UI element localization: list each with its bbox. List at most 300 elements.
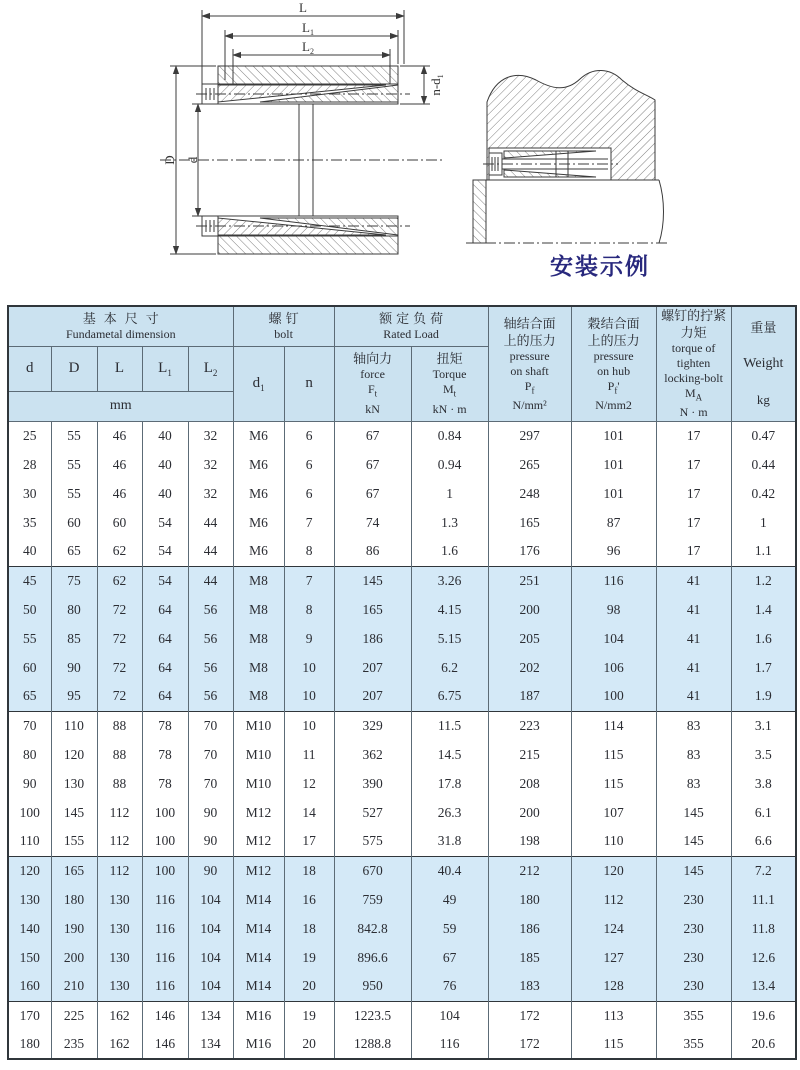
table-cell: 17 [284, 827, 334, 856]
table-cell: 251 [488, 566, 571, 595]
dim-label-L2: $L_2$ [302, 39, 314, 56]
table-cell: 101 [571, 421, 656, 450]
table-cell: 120 [571, 856, 656, 885]
table-cell: 100 [8, 798, 51, 827]
table-cell: 3.26 [411, 566, 488, 595]
table-cell: 74 [334, 508, 411, 537]
table-cell: 0.94 [411, 450, 488, 479]
table-cell: 17.8 [411, 769, 488, 798]
table-cell: 12 [284, 769, 334, 798]
table-cell: 235 [51, 1030, 97, 1059]
table-cell: 88 [97, 769, 142, 798]
table-cell: 10 [284, 653, 334, 682]
table-cell: 20 [284, 972, 334, 1001]
table-cell: 104 [188, 885, 233, 914]
table-cell: 46 [97, 421, 142, 450]
table-cell: 0.84 [411, 421, 488, 450]
table-cell: 140 [8, 914, 51, 943]
table-cell: 198 [488, 827, 571, 856]
table-cell: 215 [488, 740, 571, 769]
table-cell: 145 [334, 566, 411, 595]
table-cell: 64 [142, 653, 188, 682]
table-row [8, 624, 796, 653]
table-cell: 44 [188, 566, 233, 595]
table-cell: 18 [284, 914, 334, 943]
table-cell: 56 [188, 653, 233, 682]
table-row [8, 508, 796, 537]
table-cell: 114 [571, 711, 656, 740]
table-cell: 41 [656, 653, 731, 682]
table-cell: 1288.8 [334, 1030, 411, 1059]
table-cell: 186 [334, 624, 411, 653]
table-cell: 896.6 [334, 943, 411, 972]
table-row [8, 711, 796, 740]
table-cell: 40 [142, 479, 188, 508]
table-body [8, 421, 796, 1059]
table-row [8, 914, 796, 943]
table-cell: 32 [188, 421, 233, 450]
table-cell: 190 [51, 914, 97, 943]
table-cell: 95 [51, 682, 97, 711]
table-cell: 200 [51, 943, 97, 972]
table-cell: 76 [411, 972, 488, 1001]
table-cell: M8 [233, 682, 284, 711]
table-cell: 185 [488, 943, 571, 972]
table-cell: 40.4 [411, 856, 488, 885]
table-cell: M12 [233, 856, 284, 885]
table-cell: 62 [97, 537, 142, 566]
header-pressure-on-hub: 穀结合面 上的压力 pressure on hub $P_f'$ N/mm2 [571, 306, 656, 421]
drawing-area [0, 0, 800, 302]
table-cell: 124 [571, 914, 656, 943]
table-cell: 54 [142, 508, 188, 537]
table-row [8, 682, 796, 711]
table-cell: M12 [233, 827, 284, 856]
table-cell: 130 [8, 885, 51, 914]
table-cell: 3.5 [731, 740, 796, 769]
table-cell: 115 [571, 1030, 656, 1059]
table-cell: 6 [284, 450, 334, 479]
table-cell: 110 [571, 827, 656, 856]
table-row [8, 566, 796, 595]
table-cell: 202 [488, 653, 571, 682]
table-cell: 59 [411, 914, 488, 943]
table-cell: 230 [656, 943, 731, 972]
table-cell: 88 [97, 740, 142, 769]
table-cell: M16 [233, 1001, 284, 1030]
table-cell: 183 [488, 972, 571, 1001]
header-tighten-torque: 螺钉的拧紧 力矩 torque of tighten locking-bolt $M_A$ N · m [656, 306, 731, 421]
table-cell: 1.1 [731, 537, 796, 566]
table-cell: 120 [51, 740, 97, 769]
table-cell: 44 [188, 508, 233, 537]
col-header-D: D [51, 346, 97, 391]
installation-caption: 安装示例 [550, 254, 650, 279]
table-cell: 3.8 [731, 769, 796, 798]
table-cell: 46 [97, 450, 142, 479]
table-cell: 180 [8, 1030, 51, 1059]
table-row [8, 479, 796, 508]
table-cell: 101 [571, 479, 656, 508]
table-row [8, 827, 796, 856]
table-cell: 60 [51, 508, 97, 537]
table-cell: 1.3 [411, 508, 488, 537]
table-cell: 9 [284, 624, 334, 653]
table-cell: 10 [284, 711, 334, 740]
table-cell: 200 [488, 798, 571, 827]
table-cell: 670 [334, 856, 411, 885]
table-cell: 1.2 [731, 566, 796, 595]
table-cell: 116 [142, 943, 188, 972]
table-row [8, 856, 796, 885]
table-cell: 113 [571, 1001, 656, 1030]
table-cell: 64 [142, 682, 188, 711]
table-cell: 54 [142, 537, 188, 566]
table-cell: 1.7 [731, 653, 796, 682]
table-cell: 130 [51, 769, 97, 798]
table-cell: 212 [488, 856, 571, 885]
table-cell: 10 [284, 682, 334, 711]
table-cell: 70 [188, 711, 233, 740]
table-cell: 207 [334, 653, 411, 682]
table-cell: 842.8 [334, 914, 411, 943]
table-cell: 16 [284, 885, 334, 914]
table-cell: 165 [334, 595, 411, 624]
table-cell: 116 [142, 914, 188, 943]
dim-label-d: d [185, 156, 200, 164]
table-row [8, 537, 796, 566]
table-row [8, 653, 796, 682]
table-cell: 180 [488, 885, 571, 914]
table-cell: 1 [411, 479, 488, 508]
table-cell: 83 [656, 769, 731, 798]
table-cell: 67 [334, 421, 411, 450]
table-cell: 225 [51, 1001, 97, 1030]
table-cell: 85 [51, 624, 97, 653]
col-header-L2: $L_2$ [188, 346, 233, 391]
table-cell: M14 [233, 885, 284, 914]
table-cell: 6.1 [731, 798, 796, 827]
table-cell: 55 [51, 479, 97, 508]
table-cell: 3.1 [731, 711, 796, 740]
table-cell: 265 [488, 450, 571, 479]
table-cell: 145 [656, 856, 731, 885]
table-cell: 20.6 [731, 1030, 796, 1059]
table-cell: 362 [334, 740, 411, 769]
table-cell: M14 [233, 943, 284, 972]
table-cell: 17 [656, 450, 731, 479]
table-row [8, 595, 796, 624]
table-row [8, 421, 796, 450]
table-cell: 104 [411, 1001, 488, 1030]
table-cell: 78 [142, 740, 188, 769]
table-cell: 4.15 [411, 595, 488, 624]
table-cell: 7.2 [731, 856, 796, 885]
col-header-L: L [97, 346, 142, 391]
table-cell: M8 [233, 566, 284, 595]
table-row [8, 972, 796, 1001]
table-cell: M8 [233, 624, 284, 653]
table-cell: 162 [97, 1001, 142, 1030]
table-cell: 62 [97, 566, 142, 595]
table-cell: 116 [571, 566, 656, 595]
table-cell: 14.5 [411, 740, 488, 769]
table-cell: 90 [188, 856, 233, 885]
table-cell: 83 [656, 711, 731, 740]
table-cell: 30 [8, 479, 51, 508]
table-cell: 145 [51, 798, 97, 827]
table-cell: 80 [51, 595, 97, 624]
table-cell: M6 [233, 450, 284, 479]
table-cell: 355 [656, 1001, 731, 1030]
table-cell: M6 [233, 421, 284, 450]
table-cell: 297 [488, 421, 571, 450]
table-cell: 26.3 [411, 798, 488, 827]
table-cell: 11.5 [411, 711, 488, 740]
table-cell: 64 [142, 595, 188, 624]
table-cell: 134 [188, 1030, 233, 1059]
table-cell: 355 [656, 1030, 731, 1059]
table-cell: M6 [233, 508, 284, 537]
table-cell: 150 [8, 943, 51, 972]
table-cell: 1.6 [411, 537, 488, 566]
table-cell: 112 [97, 827, 142, 856]
table-cell: M14 [233, 972, 284, 1001]
table-cell: 128 [571, 972, 656, 1001]
table-cell: 41 [656, 566, 731, 595]
table-row [8, 798, 796, 827]
table-cell: 0.47 [731, 421, 796, 450]
table-cell: 6 [284, 421, 334, 450]
table-cell: 8 [284, 595, 334, 624]
table-cell: 160 [8, 972, 51, 1001]
dim-label-L: L [299, 0, 307, 15]
table-cell: 83 [656, 740, 731, 769]
table-cell: 80 [8, 740, 51, 769]
table-cell: 11.8 [731, 914, 796, 943]
table-cell: 17 [656, 508, 731, 537]
table-cell: 5.15 [411, 624, 488, 653]
table-cell: 0.42 [731, 479, 796, 508]
table-cell: 46 [97, 479, 142, 508]
table-cell: 107 [571, 798, 656, 827]
table-cell: 162 [97, 1030, 142, 1059]
table-cell: 32 [188, 479, 233, 508]
table-cell: 6.6 [731, 827, 796, 856]
table-cell: 6 [284, 479, 334, 508]
table-cell: M10 [233, 769, 284, 798]
table-cell: 230 [656, 972, 731, 1001]
table-cell: 104 [571, 624, 656, 653]
table-cell: 112 [571, 885, 656, 914]
table-cell: 55 [8, 624, 51, 653]
header-row-groups [8, 306, 796, 346]
installation-drawing [466, 70, 668, 243]
table-row [8, 943, 796, 972]
table-row [8, 885, 796, 914]
table-cell: 60 [8, 653, 51, 682]
table-row [8, 740, 796, 769]
table-cell: 116 [142, 885, 188, 914]
col-header-axial-force: 轴向力 force $F_t$ kN [334, 346, 411, 421]
table-cell: 1 [731, 508, 796, 537]
table-cell: 17 [656, 537, 731, 566]
table-cell: 87 [571, 508, 656, 537]
table-cell: 90 [188, 798, 233, 827]
table-cell: 116 [411, 1030, 488, 1059]
table-cell: 127 [571, 943, 656, 972]
table-cell: 19 [284, 943, 334, 972]
table-cell: 130 [97, 943, 142, 972]
table-cell: 20 [284, 1030, 334, 1059]
table-cell: 31.8 [411, 827, 488, 856]
table-cell: 70 [8, 711, 51, 740]
table-cell: 207 [334, 682, 411, 711]
unit-mm: mm [8, 391, 233, 421]
table-cell: 146 [142, 1030, 188, 1059]
table-cell: 72 [97, 624, 142, 653]
table-cell: 56 [188, 595, 233, 624]
table-cell: 146 [142, 1001, 188, 1030]
table-cell: 172 [488, 1030, 571, 1059]
table-cell: M8 [233, 595, 284, 624]
table-cell: 72 [97, 595, 142, 624]
table-cell: 44 [188, 537, 233, 566]
table-cell: 112 [97, 856, 142, 885]
table-cell: 12.6 [731, 943, 796, 972]
table-cell: 28 [8, 450, 51, 479]
table-cell: M8 [233, 653, 284, 682]
header-weight: 重量 Weight kg [731, 306, 796, 421]
table-cell: 50 [8, 595, 51, 624]
table-cell: 49 [411, 885, 488, 914]
table-cell: 527 [334, 798, 411, 827]
table-cell: 223 [488, 711, 571, 740]
table-cell: M10 [233, 711, 284, 740]
table-cell: 41 [656, 624, 731, 653]
table-cell: 60 [97, 508, 142, 537]
table-cell: 145 [656, 827, 731, 856]
table-cell: 78 [142, 711, 188, 740]
table-cell: 56 [188, 682, 233, 711]
shaft-end [659, 180, 664, 243]
table-cell: 70 [188, 769, 233, 798]
header-rated-load: 额定负荷 Rated Load [334, 306, 488, 346]
table-cell: 329 [334, 711, 411, 740]
table-cell: 165 [488, 508, 571, 537]
table-cell: 32 [188, 450, 233, 479]
table-cell: 55 [51, 450, 97, 479]
table-cell: 210 [51, 972, 97, 1001]
table-cell: 67 [334, 479, 411, 508]
col-header-n: n [284, 346, 334, 421]
table-cell: 205 [488, 624, 571, 653]
table-cell: M6 [233, 537, 284, 566]
table-cell: 1.6 [731, 624, 796, 653]
table-cell: 1223.5 [334, 1001, 411, 1030]
table-cell: 230 [656, 914, 731, 943]
table-cell: 75 [51, 566, 97, 595]
table-cell: 165 [51, 856, 97, 885]
table-cell: 8 [284, 537, 334, 566]
table-cell: 90 [188, 827, 233, 856]
table-cell: 110 [8, 827, 51, 856]
col-header-d: d [8, 346, 51, 391]
table-cell: 65 [8, 682, 51, 711]
table-cell: 90 [8, 769, 51, 798]
table-cell: 170 [8, 1001, 51, 1030]
table-cell: 78 [142, 769, 188, 798]
table-row [8, 769, 796, 798]
table-cell: 176 [488, 537, 571, 566]
table-cell: 17 [656, 421, 731, 450]
col-header-torque: 扭矩 Torque $M_t$ kN · m [411, 346, 488, 421]
table-cell: 11.1 [731, 885, 796, 914]
table-cell: 90 [51, 653, 97, 682]
table-cell: 14 [284, 798, 334, 827]
table-cell: 40 [142, 450, 188, 479]
table-cell: 40 [142, 421, 188, 450]
table-cell: 575 [334, 827, 411, 856]
table-row [8, 1030, 796, 1059]
table-cell: M10 [233, 740, 284, 769]
specification-table [7, 305, 797, 1060]
table-cell: 115 [571, 740, 656, 769]
table-cell: 130 [97, 914, 142, 943]
table-cell: 248 [488, 479, 571, 508]
dim-label-L1: $L_1$ [302, 20, 314, 37]
table-cell: 13.4 [731, 972, 796, 1001]
table-cell: 17 [656, 479, 731, 508]
table-cell: 230 [656, 885, 731, 914]
header-pressure-on-shaft: 轴结合面 上的压力 pressure on shaft $P_f$ N/mm² [488, 306, 571, 421]
table-cell: 208 [488, 769, 571, 798]
dim-label-n-d1: $n-d_1$ [428, 74, 445, 96]
table-cell: 130 [97, 972, 142, 1001]
table-cell: 100 [142, 856, 188, 885]
table-cell: 100 [142, 798, 188, 827]
table-cell: 187 [488, 682, 571, 711]
table-cell: 186 [488, 914, 571, 943]
table-cell: 88 [97, 711, 142, 740]
table-cell: 950 [334, 972, 411, 1001]
table-cell: 72 [97, 653, 142, 682]
table-cell: 25 [8, 421, 51, 450]
table-cell: 19.6 [731, 1001, 796, 1030]
table-cell: 130 [97, 885, 142, 914]
table-cell: 200 [488, 595, 571, 624]
table-cell: 134 [188, 1001, 233, 1030]
table-row [8, 1001, 796, 1030]
table-cell: 72 [97, 682, 142, 711]
table-cell: 98 [571, 595, 656, 624]
table-cell: 1.9 [731, 682, 796, 711]
table-cell: 67 [334, 450, 411, 479]
table-cell: 100 [571, 682, 656, 711]
table-cell: 759 [334, 885, 411, 914]
col-header-d1: $d_1$ [233, 346, 284, 421]
table-cell: 18 [284, 856, 334, 885]
table-cell: 106 [571, 653, 656, 682]
table-cell: 35 [8, 508, 51, 537]
table-cell: 7 [284, 566, 334, 595]
table-cell: 0.44 [731, 450, 796, 479]
table-cell: 41 [656, 682, 731, 711]
table-cell: 115 [571, 769, 656, 798]
table-cell: 41 [656, 595, 731, 624]
header-bolt: 螺钉 bolt [233, 306, 334, 346]
table-cell: 86 [334, 537, 411, 566]
